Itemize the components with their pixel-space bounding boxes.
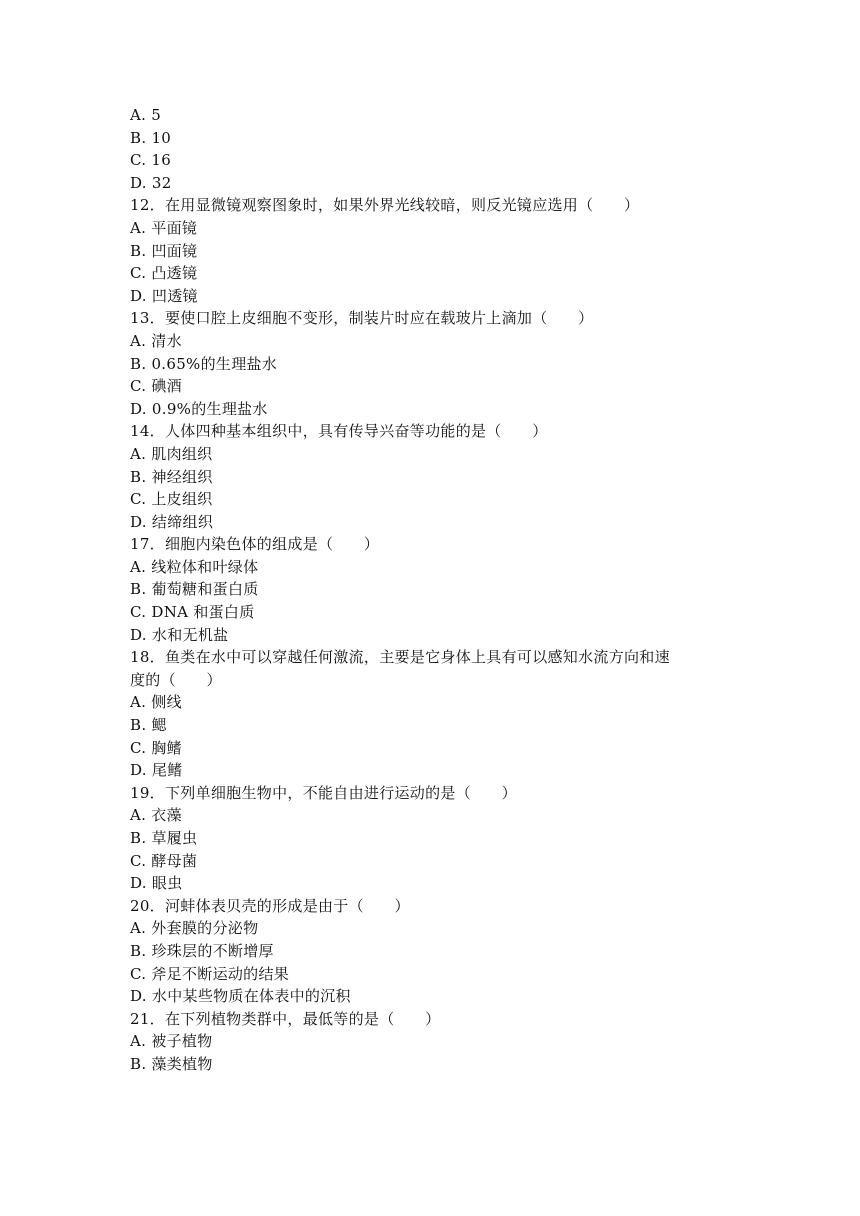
- option-line: B. 0.65%的生理盐水: [130, 354, 278, 373]
- question-17: 17．细胞内染色体的组成是（ ）: [130, 535, 380, 554]
- option-line: C. 斧足不断运动的结果: [130, 964, 290, 983]
- option-line: B. 草履虫: [130, 829, 198, 847]
- option-line: B. 凹面镜: [130, 241, 198, 260]
- question-13: 13．要使口腔上皮细胞不变形，制装片时应在载玻片上滴加（ ）: [130, 309, 594, 328]
- question-19: 19．下列单细胞生物中，不能自由进行运动的是（ ）: [130, 783, 517, 802]
- option-line: D. 眼虫: [130, 874, 183, 893]
- question-21: 21．在下列植物类群中，最低等的是（ ）: [130, 1009, 441, 1028]
- option-line: D. 凹透镜: [130, 286, 198, 305]
- option-line: A. 平面镜: [130, 218, 198, 237]
- option-line: C. 16: [130, 151, 172, 170]
- option-line: B. 神经组织: [130, 467, 213, 486]
- option-line: A. 清水: [130, 331, 182, 350]
- question-18-continued: 度的（ ）: [130, 670, 222, 689]
- option-line: B. 鳃: [130, 716, 167, 735]
- option-line: C. 胸鳍: [130, 738, 182, 757]
- option-line: C. 酵母菌: [130, 851, 198, 870]
- question-12: 12．在用显微镜观察图象时，如果外界光线较暗，则反光镜应选用（ ）: [130, 196, 640, 215]
- option-line: D. 0.9%的生理盐水: [130, 399, 268, 418]
- option-line: A. 衣藻: [130, 806, 182, 825]
- option-line: D. 水和无机盐: [130, 625, 229, 644]
- option-line: A. 5: [130, 106, 162, 124]
- option-line: B. 珍珠层的不断增厚: [130, 941, 274, 960]
- option-line: C. DNA 和蛋白质: [130, 603, 255, 622]
- option-line: A. 被子植物: [130, 1032, 213, 1051]
- option-line: D. 尾鳍: [130, 761, 183, 780]
- option-line: D. 水中某些物质在体表中的沉积: [130, 987, 351, 1006]
- option-line: A. 线粒体和叶绿体: [130, 557, 259, 576]
- option-line: C. 凸透镜: [130, 264, 198, 283]
- option-line: A. 侧线: [130, 693, 182, 712]
- option-line: A. 外套膜的分泌物: [130, 919, 259, 938]
- option-line: D. 32: [130, 173, 172, 192]
- document-page: [130, 104, 750, 1076]
- option-line: D. 结缔组织: [130, 512, 214, 531]
- option-line: B. 葡萄糖和蛋白质: [130, 580, 259, 599]
- option-line: C. 上皮组织: [130, 490, 213, 509]
- option-line: B. 藻类植物: [130, 1054, 213, 1073]
- question-14: 14．人体四种基本组织中，具有传导兴奋等功能的是（ ）: [130, 422, 548, 441]
- option-line: B. 10: [130, 128, 172, 147]
- option-line: C. 碘酒: [130, 377, 182, 396]
- question-18: 18．鱼类在水中可以穿越任何激流，主要是它身体上具有可以感知水流方向和速: [130, 648, 670, 667]
- option-line: A. 肌肉组织: [130, 444, 213, 463]
- question-20: 20．河蚌体表贝壳的形成是由于（ ）: [130, 896, 410, 915]
